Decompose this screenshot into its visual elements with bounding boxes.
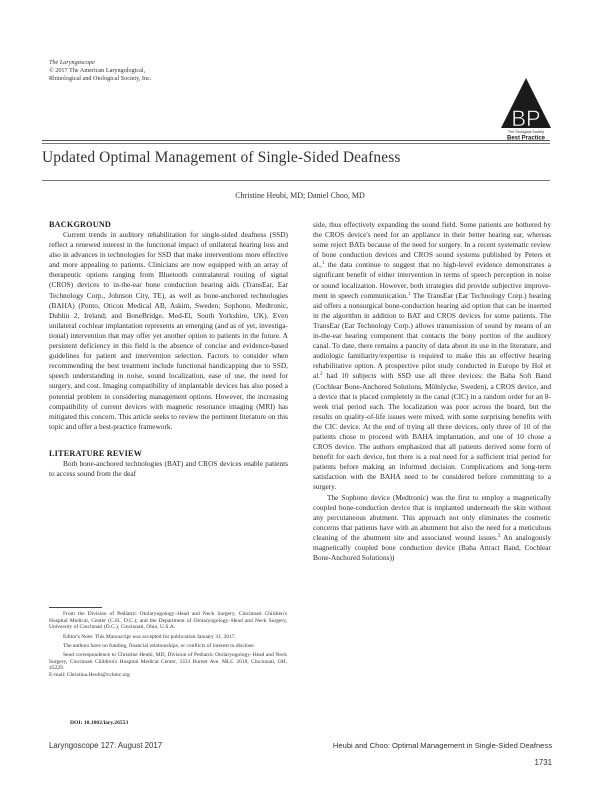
doi[interactable]: DOI: 10.1002/lary.26553	[70, 720, 129, 726]
right-column	[313, 220, 551, 563]
text-run: The Sophono device (Medtronic) was the first to employ a magnetically coupled bone-conduction device that is implanted underneath the skin without any percutaneous abutment. This approach not only eliminates the cosmetic concerns that patients have with an abutment but also the need for a meticulous cleaning of the abutment site and associated wound issues.	[313, 492, 551, 542]
article-authors: Christine Heubi, MD; Daniel Choo, MD	[235, 191, 365, 200]
journal-name: The Laryngoscope	[49, 59, 95, 66]
footnote-editor-note: Editor's Note: This Manuscript was accepted for publication January 31, 2017.	[63, 633, 236, 640]
heading-background: BACKGROUND	[49, 220, 112, 229]
footer-running-title: Heubi and Choo: Optimal Management in Single-Sided Deafness	[332, 741, 552, 750]
text-run: The TransEar (Ear Technology Corp.) hearing aid offers a nonsurgical bone-conduction hearing aid option that can be inserted in the algorithm in addition to BAT and CROS devices for some patients. The TransEar (Ear Technology Corp.) allows transmission of sound by means of an in-the-ear hearing component that contacts the bony portion of the auditory canal. To date, there remains a paucity of data about its use in the literature, and audiologic familiarity/expertise is required to make this an effective hearing rehabilitative option. A prospective pilot study conducted in Europe by Hol et al.	[313, 290, 551, 381]
top-rule-secondary	[42, 143, 550, 144]
left-column	[49, 220, 288, 479]
top-rule	[42, 140, 550, 141]
best-practice-logo	[500, 49, 552, 141]
footnote-affiliation: From the Division of Pediatric Otolaryngology–Head and Neck Surgery, Cincinnati Children's Hospital Medical, Center (C.H., D.C.); and the Department of Otolaryngology–Head and Neck Surgery, University of Cincinnati (D.C.), Cincinnati, Ohio, U.S.A.	[49, 611, 287, 631]
triangle-bp-logo-icon	[500, 49, 552, 141]
footer-journal-issue: Laryngoscope 127: August 2017	[49, 741, 163, 750]
copyright-line-1: © 2017 The American Laryngological,	[49, 67, 146, 74]
background-paragraph: Current trends in auditory rehabilitation for single-sided deafness (SSD) reflect a renewed interest in the functional impact of unilateral hearing loss and also in advances in technologies for SSD that make interventions more effective and more appealing to patients. Clinicians are now equipped with an array of therapeutic options ranging from Bluetooth contralateral routing of signal (CROS) devices to in-the-ear bone conduction hearing aids (TransEar, Ear Technology Corp., Johnson City, TE), as well as bone-anchored technologies (BAHA) (Ponto, Oticon Medical AB, Askim, Sweden; Sophono, Medtronic, Dublin 2, Ireland; and BoneBridge, Med-El, South Yorkshire, UK). Even unilateral cochlear implantation represents an emerging (and as of yet, investigational) intervention that may offer yet another option to patients in the future. A persistent deficiency in this field is the absence of concise and evidence-based guidelines for patient and intervention selection. Factors to consider when recommending the best treatment include functional handicapping due to SSD, speech understanding in noise, sound localization, ease of use, the need for surgery, and cost. Imaging compatibility of implantable devices has also posed a potential problem in considering management options. However, the increasing compatibility of current devices with magnetic resonance imaging (MRI) has mitigated this concern. This article seeks to review the pertinent literature on this topic and offer a best-practice framework.	[49, 230, 288, 431]
footnote-correspondence: Send correspondence to Christine Heubi, MD, Division of Pediatric Otolaryngology–Head and Neck Surgery, Cincinnati Children's Hospital Medical Center, 3333 Burnet Ave. MLC 2018, Cincinnati, OH, 45229.	[49, 652, 287, 672]
footnote-rule	[49, 607, 102, 608]
text-run: had 10 subjects with SSD use all three devices: the Baha Soft Band (Cochlear Bone-Anchored Solutions, Mölnlycke, Sweden), a CROS device, and a device that is placed completely in the canal (CIC) in a random order for an 8-week trial period each. The localization was poor across the board, but the results on quality-of-life issues were mixed, with some surprising benefits with the CIC device. At the end of trying all three devices, only three of 10 of the patients chose to proceed with BAHA implantation, and one of 10 chose a CROS device. The authors emphasized that all patients derived some form of benefit for each device, but there is a real need for a sufficient trial period for patients before making an informed decision. Complications and long-term satisfaction with the BAHA need to be considered before committing to a surgery.	[313, 371, 551, 492]
heading-literature-review: LITERATURE REVIEW	[49, 448, 143, 458]
literature-review-paragraph-start: Both bone-anchored technologies (BAT) and CROS devices enable patients to access sound from the deaf	[49, 458, 288, 478]
text-run: the data continue to suggest that no high-level evidence demonstrates a significant benefit of either intervention in terms of speech perception in noise or sound localization. However, both strategies did provide subjective improvement in speech communication.	[313, 260, 551, 300]
title-rule	[42, 180, 550, 181]
text-run: side, thus effectively expanding the sound field. Some patients are bothered by the CROS device's need for an appliance in their better hearing ear, whereas some reject BATs because of the need for surgery. In a recent systematic review of bone conduction devices and CROS sound systems published by Peters et al.,	[313, 220, 551, 270]
footnotes	[49, 611, 287, 681]
footnote-email[interactable]: E-mail: Christina.Heubi@cchmc.org	[49, 672, 130, 679]
literature-review-paragraph-continued	[313, 220, 551, 493]
reference-1b[interactable]: 1	[408, 291, 411, 297]
reference-3[interactable]: 3	[497, 533, 501, 539]
page-number: 1731	[534, 758, 552, 767]
copyright-line-2: Rhinological and Otological Society, Inc.	[49, 75, 152, 82]
logo-letters: BP	[511, 106, 541, 131]
logo-society: The Triological Society	[507, 130, 545, 134]
text-run: An analogously magnetically coupled bone conduction device (Baha Attract Band, Cochlear Bone-Anchored Solutions))	[313, 532, 551, 563]
article-title: Updated Optimal Management of Single-Sided Deafness	[42, 149, 401, 166]
sophono-paragraph	[313, 493, 551, 564]
reference-2[interactable]: 2	[320, 372, 323, 378]
footnote-disclosure: The authors have no funding, financial relationships, or conflicts of interest to disclose.	[63, 642, 255, 649]
journal-info	[49, 59, 151, 83]
logo-label: Best Practice	[506, 135, 546, 141]
reference-1[interactable]: 1	[321, 261, 325, 267]
